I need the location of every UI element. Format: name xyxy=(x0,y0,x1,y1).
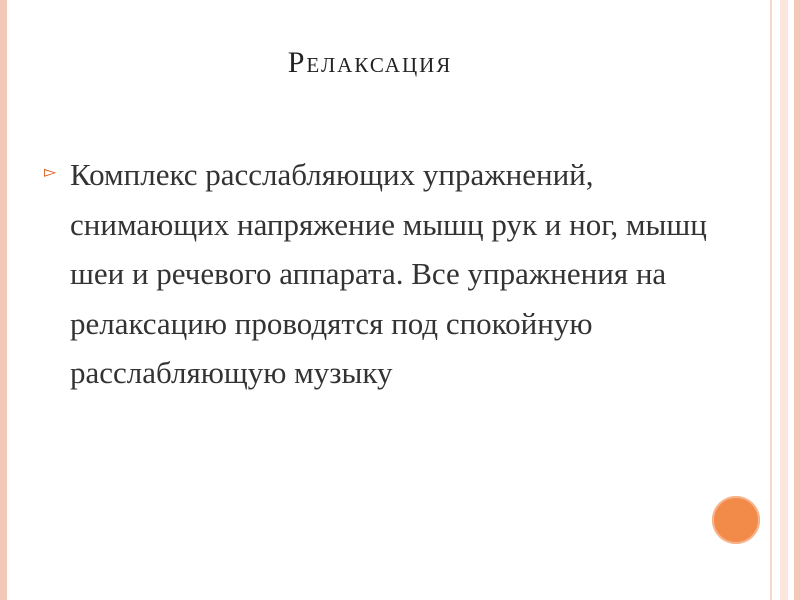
right-frame-inner-line xyxy=(770,0,772,600)
slide-content xyxy=(44,150,724,398)
bullet-item xyxy=(44,150,724,398)
right-frame-band xyxy=(780,0,788,600)
left-frame-border xyxy=(0,0,7,600)
decorative-circle xyxy=(712,496,760,544)
bullet-text: Комплекс расслабляющих упражнений, снимающих напряжение мышц рук и ног, мышц шеи и речевого аппарата. Все упражнения на релаксацию проводятся под спокойную расслабляющую музыку xyxy=(70,157,707,391)
chevron-bullet-icon: ▻ xyxy=(44,162,57,181)
slide-title: Релаксация xyxy=(287,46,453,79)
right-frame-border xyxy=(794,0,800,600)
